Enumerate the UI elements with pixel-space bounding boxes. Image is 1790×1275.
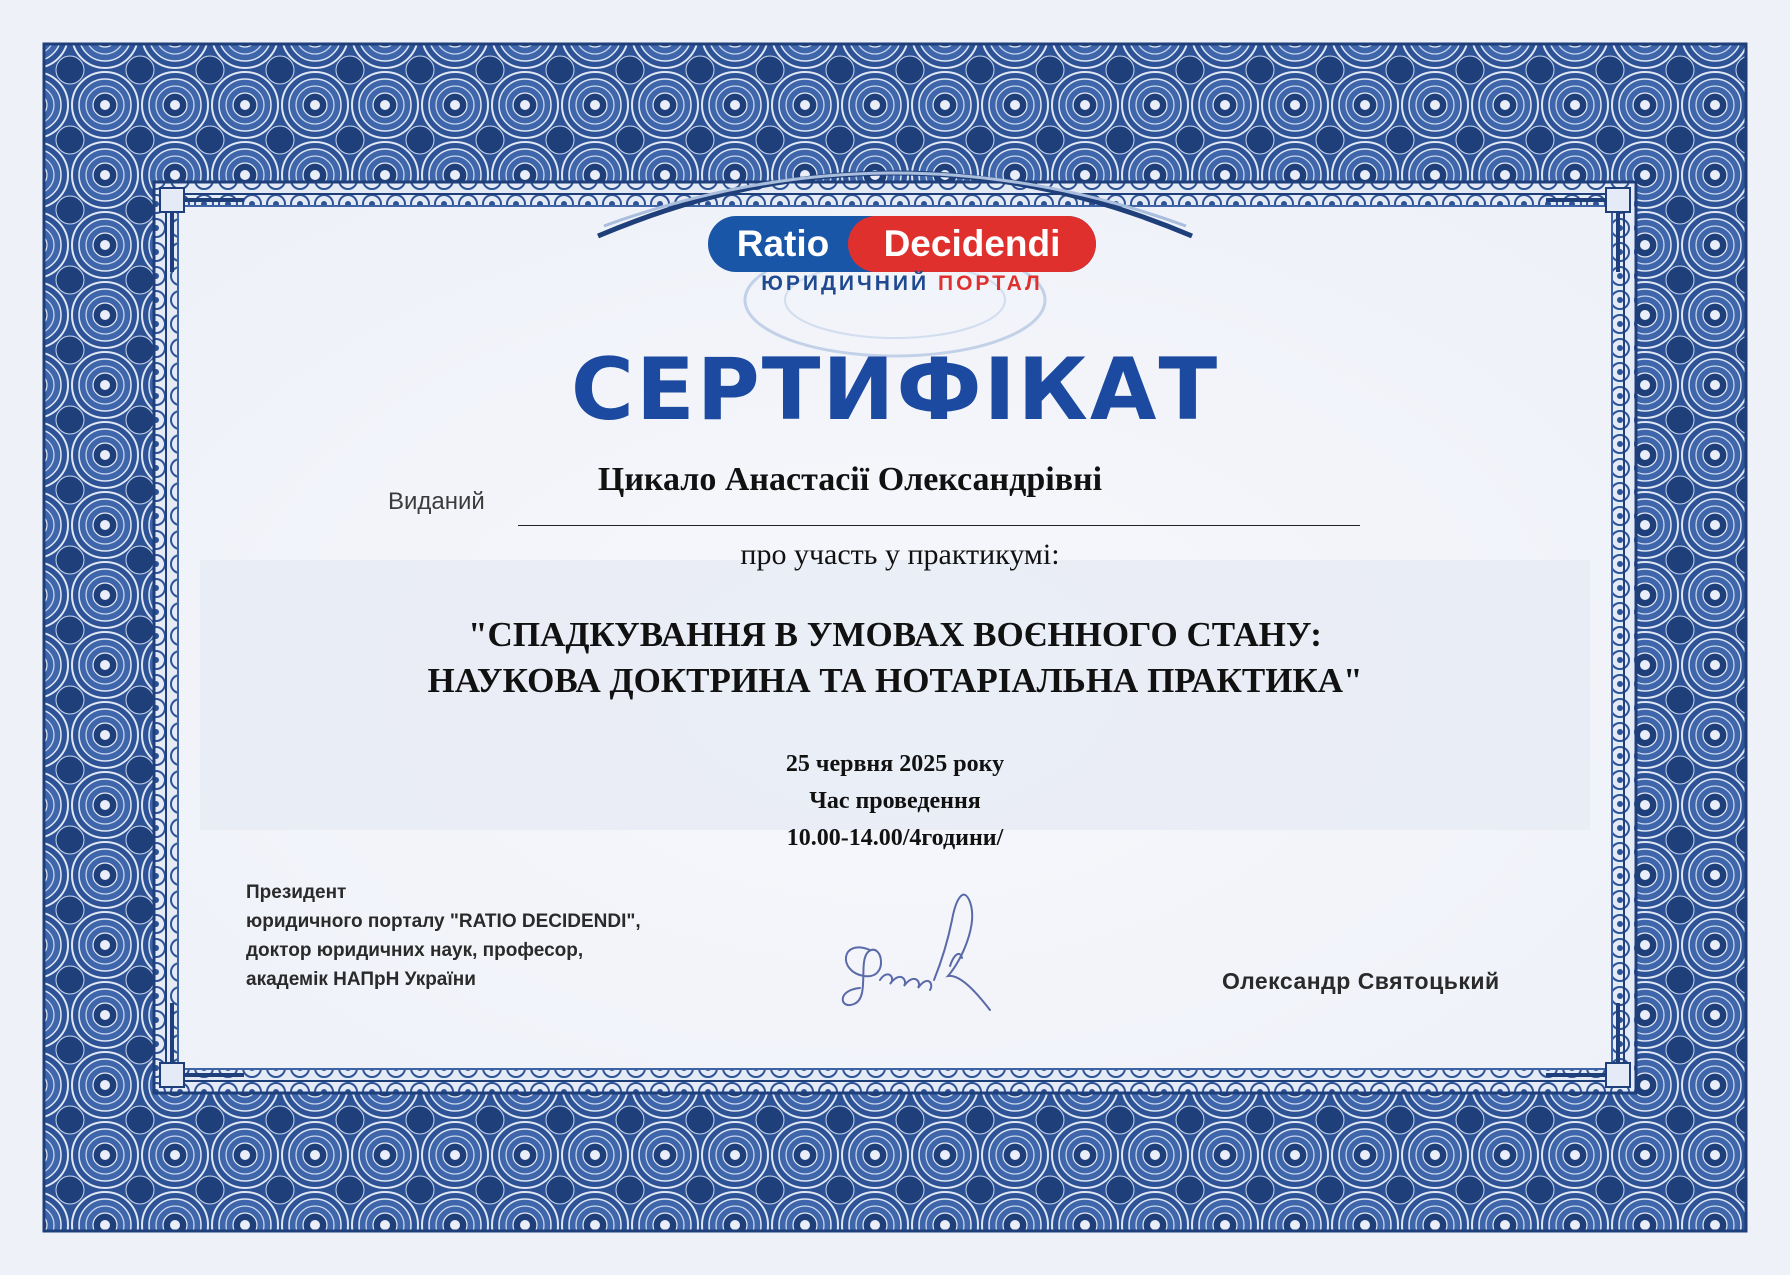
time-value: 10.00-14.00/4години/ [786, 825, 1004, 851]
event-date: 25 червня 2025 року [785, 751, 1005, 777]
event-title-line1: "СПАДКУВАННЯ В УМОВАХ ВОЄННОГО СТАНУ: [468, 615, 1322, 654]
time-label: Час проведення [809, 788, 981, 814]
signer-title-line1: Президент [246, 882, 347, 903]
signer-title-line4: академік НАПрН України [246, 969, 476, 990]
name-underline [518, 525, 1360, 526]
logo-word-ratio: Ratio [736, 223, 830, 264]
logo-subtitle-word2: ПОРТАЛ [937, 272, 1043, 295]
event-title-line2: НАУКОВА ДОКТРИНА ТА НОТАРІАЛЬНА ПРАКТИКА" [427, 661, 1363, 700]
signer-title-line2: юридичного порталу "RATIO DECIDENDI", [246, 911, 641, 932]
event-details [650, 746, 1140, 857]
signer-title [246, 878, 766, 994]
participation-text: про участь у практикумі: [740, 538, 1060, 571]
signer-title-line3: доктор юридичних наук, професор, [246, 940, 584, 961]
handwritten-signature [830, 880, 1010, 1030]
event-title [300, 612, 1490, 704]
logo-word-decidendi: Decidendi [848, 216, 1096, 272]
signer-name: Олександр Святоцький [1222, 968, 1500, 994]
recipient-name: Цикало Анастасії Олександрівні [597, 461, 1103, 498]
issued-label: Виданий [388, 488, 485, 515]
certificate-title: СЕРТИФІКАТ [570, 340, 1220, 440]
logo-subtitle [700, 272, 1104, 296]
ratio-decidendi-logo [708, 216, 1096, 272]
logo-subtitle-word1: ЮРИДИЧНИЙ [761, 272, 930, 295]
